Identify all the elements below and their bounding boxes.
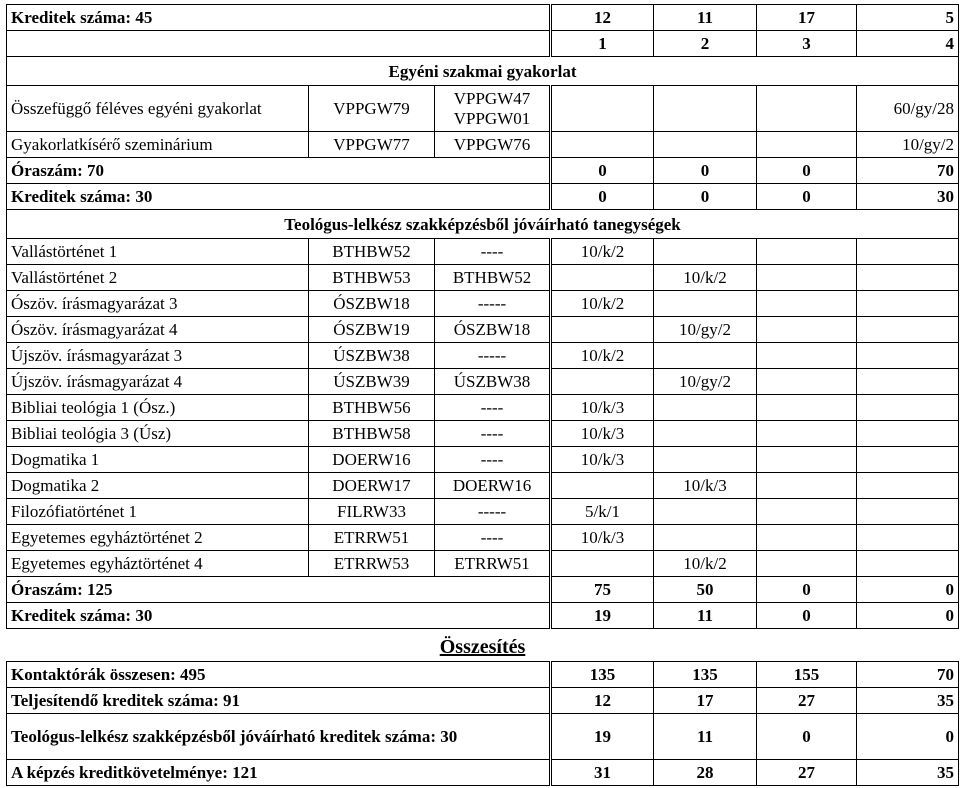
semester-4-cell — [857, 395, 959, 421]
curriculum-table — [6, 4, 959, 629]
semester-1-cell — [551, 551, 654, 577]
semester-3-cell: 0 — [757, 577, 857, 603]
semester-2-cell — [654, 86, 757, 132]
semester-1-cell — [551, 317, 654, 343]
semester-3-cell — [757, 291, 857, 317]
hours-total-row — [7, 577, 959, 603]
course-prerequisite: BTHBW52 — [435, 265, 551, 291]
semester-4-cell — [857, 343, 959, 369]
course-code: BTHBW53 — [309, 265, 435, 291]
semester-2-cell: 11 — [654, 603, 757, 629]
course-name: Vallástörténet 1 — [7, 239, 309, 265]
course-prerequisite: ---- — [435, 421, 551, 447]
semester-2-cell — [654, 525, 757, 551]
summary-row — [7, 760, 959, 786]
semester-3-cell — [757, 551, 857, 577]
semester-2-cell: 10/k/2 — [654, 265, 757, 291]
course-name: Ószöv. írásmagyarázat 3 — [7, 291, 309, 317]
summary-title-text: Összesítés — [439, 636, 526, 658]
course-name: Összefüggő féléves egyéni gyakorlat — [7, 86, 309, 132]
semester-3-cell — [757, 499, 857, 525]
semester-3-cell: 0 — [757, 184, 857, 210]
summary-label: Teológus-lelkész szakképzésből jóváírható kreditek száma: 30 — [7, 714, 551, 760]
theology-section-title: Teológus-lelkész szakképzésből jóváírható tanegységek — [7, 210, 959, 239]
course-row — [7, 132, 959, 158]
semester-2-cell: 50 — [654, 577, 757, 603]
semester-1-cell: 12 — [551, 688, 654, 714]
semester-4-cell — [857, 265, 959, 291]
semester-4-cell — [857, 317, 959, 343]
semester-2-cell — [654, 447, 757, 473]
semester-2-cell: 0 — [654, 158, 757, 184]
semester-1-cell — [551, 86, 654, 132]
semester-2-cell: 10/gy/2 — [654, 369, 757, 395]
semester-1-cell: 135 — [551, 662, 654, 688]
course-row — [7, 343, 959, 369]
course-row — [7, 291, 959, 317]
course-name: Bibliai teológia 3 (Úsz) — [7, 421, 309, 447]
course-code: DOERW16 — [309, 447, 435, 473]
credits-summary-label: Kreditek száma: 45 — [7, 5, 551, 31]
semester-1-cell: 10/k/2 — [551, 291, 654, 317]
semester-1-cell: 75 — [551, 577, 654, 603]
course-name: Vallástörténet 2 — [7, 265, 309, 291]
semester-4-cell: 60/gy/28 — [857, 86, 959, 132]
semester-2-cell: 10/gy/2 — [654, 317, 757, 343]
course-prerequisite: ---- — [435, 239, 551, 265]
semester-3-cell — [757, 369, 857, 395]
semester-2-cell — [654, 291, 757, 317]
semester-4-cell — [857, 473, 959, 499]
semester-4-cell: 0 — [857, 714, 959, 760]
semester-3-cell — [757, 525, 857, 551]
course-prerequisite: ---- — [435, 447, 551, 473]
course-prerequisite: ÚSZBW38 — [435, 369, 551, 395]
semester-2-cell: 10/k/3 — [654, 473, 757, 499]
section-header-row — [7, 210, 959, 239]
course-row — [7, 395, 959, 421]
semester-3-cell — [757, 265, 857, 291]
course-code: FILRW33 — [309, 499, 435, 525]
course-row — [7, 265, 959, 291]
summary-table-body — [7, 633, 959, 786]
semester-3-cell: 17 — [757, 5, 857, 31]
semester-3-cell: 0 — [757, 714, 857, 760]
semester-4-cell — [857, 291, 959, 317]
semester-2-cell: 2 — [654, 31, 757, 57]
semester-3-cell — [757, 447, 857, 473]
course-row — [7, 551, 959, 577]
credits-total-label: Kreditek száma: 30 — [7, 603, 551, 629]
course-prerequisite: ÓSZBW18 — [435, 317, 551, 343]
course-code: BTHBW58 — [309, 421, 435, 447]
semester-1-cell: 0 — [551, 158, 654, 184]
semester-4-cell: 0 — [857, 603, 959, 629]
course-code: VPPGW77 — [309, 132, 435, 158]
semester-1-cell: 1 — [551, 31, 654, 57]
semester-1-cell: 10/k/3 — [551, 447, 654, 473]
course-name: Újszöv. írásmagyarázat 3 — [7, 343, 309, 369]
semester-4-cell — [857, 447, 959, 473]
summary-title — [7, 633, 959, 662]
hours-total-label: Óraszám: 70 — [7, 158, 551, 184]
course-code: VPPGW79 — [309, 86, 435, 132]
semester-1-cell: 19 — [551, 603, 654, 629]
summary-label: Teljesítendő kreditek száma: 91 — [7, 688, 551, 714]
semester-1-cell — [551, 473, 654, 499]
semester-4-cell: 35 — [857, 760, 959, 786]
course-row — [7, 369, 959, 395]
empty-label-cell — [7, 31, 551, 57]
course-prerequisite: VPPGW47 VPPGW01 — [435, 86, 551, 132]
summary-row — [7, 662, 959, 688]
semester-1-cell: 12 — [551, 5, 654, 31]
course-name: Egyetemes egyháztörténet 4 — [7, 551, 309, 577]
semester-3-cell — [757, 132, 857, 158]
semester-2-cell: 17 — [654, 688, 757, 714]
semester-2-cell: 10/k/2 — [654, 551, 757, 577]
course-name: Ószöv. írásmagyarázat 4 — [7, 317, 309, 343]
course-code: ÚSZBW39 — [309, 369, 435, 395]
summary-label: Kontaktórák összesen: 495 — [7, 662, 551, 688]
semester-1-cell: 19 — [551, 714, 654, 760]
course-code: BTHBW52 — [309, 239, 435, 265]
summary-row — [7, 714, 959, 760]
semester-4-cell — [857, 239, 959, 265]
course-row — [7, 447, 959, 473]
practice-section-title: Egyéni szakmai gyakorlat — [7, 57, 959, 86]
semester-2-cell: 0 — [654, 184, 757, 210]
semester-3-cell: 0 — [757, 603, 857, 629]
semester-4-cell — [857, 421, 959, 447]
summary-label: A képzés kreditkövetelménye: 121 — [7, 760, 551, 786]
semester-4-cell: 0 — [857, 577, 959, 603]
semester-3-cell: 27 — [757, 760, 857, 786]
course-row — [7, 317, 959, 343]
semester-3-cell: 155 — [757, 662, 857, 688]
semester-3-cell: 3 — [757, 31, 857, 57]
course-prerequisite: ETRRW51 — [435, 551, 551, 577]
course-name: Dogmatika 1 — [7, 447, 309, 473]
semester-2-cell — [654, 343, 757, 369]
semester-4-cell — [857, 369, 959, 395]
semester-2-cell — [654, 395, 757, 421]
semester-2-cell: 28 — [654, 760, 757, 786]
semester-1-cell: 10/k/3 — [551, 395, 654, 421]
course-prerequisite: DOERW16 — [435, 473, 551, 499]
semester-1-cell — [551, 132, 654, 158]
course-prerequisite: ---- — [435, 525, 551, 551]
semester-3-cell — [757, 317, 857, 343]
semester-4-cell — [857, 499, 959, 525]
semester-1-cell: 10/k/3 — [551, 421, 654, 447]
semester-1-cell: 0 — [551, 184, 654, 210]
semester-4-cell: 70 — [857, 662, 959, 688]
semester-1-cell: 10/k/3 — [551, 525, 654, 551]
credits-total-row — [7, 603, 959, 629]
semester-4-cell — [857, 525, 959, 551]
course-prerequisite: ----- — [435, 291, 551, 317]
semester-1-cell: 31 — [551, 760, 654, 786]
course-code: ÚSZBW38 — [309, 343, 435, 369]
semester-4-cell: 4 — [857, 31, 959, 57]
semester-4-cell: 5 — [857, 5, 959, 31]
course-name: Gyakorlatkísérő szeminárium — [7, 132, 309, 158]
semester-4-cell: 30 — [857, 184, 959, 210]
semester-3-cell — [757, 421, 857, 447]
semester-2-cell: 11 — [654, 5, 757, 31]
curriculum-table-body — [7, 5, 959, 629]
course-prerequisite: ----- — [435, 343, 551, 369]
hours-total-row — [7, 158, 959, 184]
semester-2-cell — [654, 132, 757, 158]
semester-3-cell: 0 — [757, 158, 857, 184]
course-row — [7, 86, 959, 132]
semester-3-cell — [757, 473, 857, 499]
summary-row — [7, 688, 959, 714]
semester-4-cell: 70 — [857, 158, 959, 184]
semester-3-cell — [757, 395, 857, 421]
semester-2-cell — [654, 239, 757, 265]
credits-total-row — [7, 184, 959, 210]
course-code: ETRRW53 — [309, 551, 435, 577]
course-row — [7, 239, 959, 265]
course-name: Filozófiatörténet 1 — [7, 499, 309, 525]
course-code: ÓSZBW19 — [309, 317, 435, 343]
summary-table — [6, 633, 959, 786]
course-prerequisite: ---- — [435, 395, 551, 421]
hours-total-label: Óraszám: 125 — [7, 577, 551, 603]
semester-3-cell: 27 — [757, 688, 857, 714]
course-code: BTHBW56 — [309, 395, 435, 421]
semester-3-cell — [757, 239, 857, 265]
course-name: Újszöv. írásmagyarázat 4 — [7, 369, 309, 395]
course-name: Egyetemes egyháztörténet 2 — [7, 525, 309, 551]
course-row — [7, 421, 959, 447]
course-prerequisite: VPPGW76 — [435, 132, 551, 158]
section-header-row — [7, 57, 959, 86]
course-name: Dogmatika 2 — [7, 473, 309, 499]
semester-2-cell: 135 — [654, 662, 757, 688]
semester-1-cell — [551, 265, 654, 291]
course-code: ÓSZBW18 — [309, 291, 435, 317]
course-code: DOERW17 — [309, 473, 435, 499]
semester-2-cell — [654, 421, 757, 447]
semester-1-cell: 10/k/2 — [551, 343, 654, 369]
semester-number-row — [7, 31, 959, 57]
credits-total-label: Kreditek száma: 30 — [7, 184, 551, 210]
course-row — [7, 473, 959, 499]
semester-4-cell: 10/gy/2 — [857, 132, 959, 158]
credits-summary-row — [7, 5, 959, 31]
semester-2-cell — [654, 499, 757, 525]
semester-3-cell — [757, 86, 857, 132]
semester-3-cell — [757, 343, 857, 369]
course-code: ETRRW51 — [309, 525, 435, 551]
summary-title-row — [7, 633, 959, 662]
course-prerequisite: ----- — [435, 499, 551, 525]
semester-4-cell: 35 — [857, 688, 959, 714]
semester-1-cell: 10/k/2 — [551, 239, 654, 265]
semester-2-cell: 11 — [654, 714, 757, 760]
course-row — [7, 525, 959, 551]
course-row — [7, 499, 959, 525]
semester-4-cell — [857, 551, 959, 577]
semester-1-cell: 5/k/1 — [551, 499, 654, 525]
semester-1-cell — [551, 369, 654, 395]
course-name: Bibliai teológia 1 (Ósz.) — [7, 395, 309, 421]
